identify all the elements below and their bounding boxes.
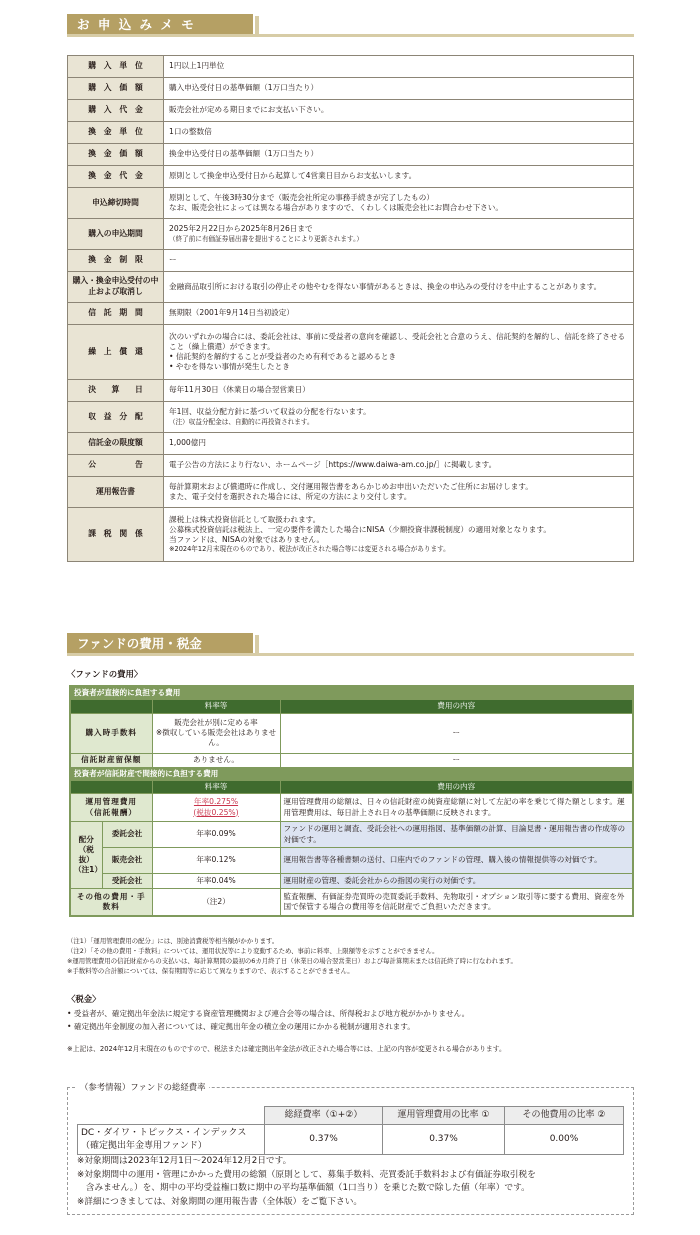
total-ratio-value: 0.37% — [265, 1125, 383, 1155]
retention-desc: ー — [280, 753, 633, 767]
row-value: 無期限（2001年9月14日当初設定） — [164, 303, 634, 325]
retention-label: 信託財産留保額 — [70, 753, 152, 767]
row-label: 信 託 期 間 — [68, 303, 164, 325]
header-blank — [70, 780, 152, 793]
table-row — [70, 874, 633, 889]
table-row — [78, 1125, 624, 1155]
row-value: 電子公告の方法により行ない、ホームページ［https://www.daiwa-am.co.jp/］に掲載します。 — [164, 455, 634, 477]
row-label: 繰 上 償 還 — [68, 325, 164, 380]
row-value: 課税上は株式投資信託として取扱われます。 公募株式投資信託は税法上、一定の要件を満たした場合にNISA（少額投資非課税制度）の適用対象となります。 当ファンドは、NISAの対象ではありません。 ※2024年12月末現在のものであり、税法が改正された場合等には変更される場合があります。 — [164, 508, 634, 562]
retention-rate: ありません。 — [152, 753, 280, 767]
row-label: 購 入 価 額 — [68, 78, 164, 100]
table-row — [68, 219, 634, 250]
alloc-desc: 運用報告書等各種書類の送付、口座内でのファンドの管理、購入後の情報提供等の対価です。 — [280, 848, 633, 874]
row-label: 申込締切時間 — [68, 188, 164, 219]
direct-fees-band: 投資者が直接的に負担する費用 — [70, 686, 633, 700]
alloc-rate: 年率0.12% — [152, 848, 280, 874]
row-value: 販売会社が定める期日までにお支払い下さい。 — [164, 100, 634, 122]
tax-list: • 受益者が、確定拠出年金法に規定する資産管理機関および連合会等の場合は、所得税および地方税がかかりません。 • 確定拠出年金制度の加入者については、確定拠出年金の積立金の運用にかかる税制が適用されます。 — [67, 1009, 470, 1032]
row-label: 購 入 単 位 — [68, 56, 164, 78]
row-value: 1,000億円 — [164, 433, 634, 455]
fee-footnotes: （注1）「運用管理費用の配分」には、別途消費税等相当額がかかります。 （注2）「その他の費用・手数料」については、運用状況等により変動するため、事前に料率、上限額等を示すことができません。 ※運用管理費用の信託財産からの支払いは、毎計算期間の最初の6カ月終了日（休業日の場合翌営業日）および毎計算期末または信託終了時に行なわれます。 ※手数料等の合計額については、保有期間等に応じて異なりますので、表示することができません。 — [67, 937, 517, 975]
table-row — [70, 889, 633, 916]
row-label: 換 金 単 位 — [68, 122, 164, 144]
table-row — [68, 100, 634, 122]
tax-heading: 〈税金〉 — [67, 994, 101, 1004]
col-rate-header: 料率等 — [152, 700, 280, 713]
row-label: 収 益 分 配 — [68, 402, 164, 433]
table-row — [68, 78, 634, 100]
mgmt-ratio-header: 運用管理費用の比率 ① — [383, 1107, 505, 1125]
row-label: 決 算 日 — [68, 380, 164, 402]
row-label: 公 告 — [68, 455, 164, 477]
col-desc-header: 費用の内容 — [280, 700, 633, 713]
other-fee-desc: 監査報酬、有価証券売買時の売買委託手数料、先物取引・オプション取引等に要する費用、資産を外国で保管する場合の費用等を信託財産でご負担いただきます。 — [280, 889, 633, 916]
expense-ratio-table — [77, 1106, 624, 1155]
row-label: 課 税 関 係 — [68, 508, 164, 562]
row-value: 換金申込受付日の基準価額（1万口当たり） — [164, 144, 634, 166]
mgmt-fee-rate: 年率0.275% (税抜0.25%) — [152, 794, 280, 822]
reference-note: ※対象期間は2023年12月1日〜2024年12月2日です。 — [77, 1156, 292, 1166]
table-row — [70, 700, 633, 713]
fees-section-title: ファンドの費用・税金 — [67, 633, 253, 655]
table-row — [70, 753, 633, 767]
table-row — [70, 780, 633, 793]
allocation-label: 配分（税抜）（注1） — [70, 822, 102, 889]
application-memo-table — [67, 55, 634, 562]
fund-fees-heading: 〈ファンドの費用〉 — [67, 669, 143, 679]
table-row — [68, 122, 634, 144]
fees-title-underline — [67, 653, 634, 656]
table-row — [68, 508, 634, 562]
alloc-name: 販売会社 — [102, 848, 152, 874]
table-row — [70, 713, 633, 753]
table-row — [68, 250, 634, 272]
row-label: 運用報告書 — [68, 477, 164, 508]
table-row — [70, 686, 633, 700]
row-value: 次のいずれかの場合には、委託会社は、事前に受益者の意向を確認し、受託会社と合意のうえ、信託契約を解約し、信託を終了させること（繰上償還）ができます。 • 信託契約を解約することが受益者のため有利であると認めるとき • やむを得ない事情が発生したとき — [164, 325, 634, 380]
reference-note: 含みません。）を、期中の平均受益権口数に期中の平均基準価額（1口当り）を乗じた数で除した値（年率）です。 — [77, 1183, 530, 1193]
table-row — [70, 794, 633, 822]
table-row — [68, 477, 634, 508]
row-label: 購入・換金申込受付の中止および取消し — [68, 272, 164, 303]
other-fee-rate: （注2） — [152, 889, 280, 916]
alloc-name: 受託会社 — [102, 874, 152, 889]
row-value: 1口の整数倍 — [164, 122, 634, 144]
row-value: 購入申込受付日の基準価額（1万口当たり） — [164, 78, 634, 100]
row-value: 2025年2月22日から2025年8月26日まで （終了前に有価証券届出書を提出することにより更新されます。） — [164, 219, 634, 250]
col-desc-header: 費用の内容 — [280, 780, 633, 793]
row-value: 1円以上1円単位 — [164, 56, 634, 78]
purchase-fee-label: 購入時手数料 — [70, 713, 152, 753]
row-label: 購 入 代 金 — [68, 100, 164, 122]
other-ratio-value: 0.00% — [505, 1125, 624, 1155]
fund-name: DC・ダイワ・トピックス・インデックス （確定拠出年金専用ファンド） — [78, 1125, 265, 1155]
reference-note: ※対象期間中の運用・管理にかかった費用の総額（原則として、募集手数料、売買委託手数料および有価証券取引税を — [77, 1170, 536, 1180]
mgmt-ratio-value: 0.37% — [383, 1125, 505, 1155]
alloc-desc: 運用財産の管理、委託会社からの指図の実行の対価です。 — [280, 874, 633, 889]
memo-title-underline — [67, 34, 634, 37]
total-ratio-header: 総経費率（①+②） — [265, 1107, 383, 1125]
reference-title: （参考情報）ファンドの総経費率 — [76, 1082, 209, 1093]
table-row — [68, 402, 634, 433]
table-row — [68, 303, 634, 325]
row-label: 購入の申込期間 — [68, 219, 164, 250]
purchase-fee-desc: ー — [280, 713, 633, 753]
table-row — [70, 822, 633, 848]
alloc-rate: 年率0.04% — [152, 874, 280, 889]
table-row — [78, 1107, 624, 1125]
other-ratio-header: その他費用の比率 ② — [505, 1107, 624, 1125]
row-value: ー — [164, 250, 634, 272]
title-decoration — [255, 635, 259, 653]
table-row — [68, 380, 634, 402]
purchase-fee-rate: 販売会社が別に定める率 ※徴収している販売会社はありません。 — [152, 713, 280, 753]
table-row — [68, 188, 634, 219]
row-value: 毎年11月30日（休業日の場合翌営業日） — [164, 380, 634, 402]
alloc-desc: ファンドの運用と調査、受託会社への運用指図、基準価額の計算、目論見書・運用報告書の作成等の対価です。 — [280, 822, 633, 848]
reference-note: ※詳細につきましては、対象期間の運用報告書（全体版）をご覧下さい。 — [77, 1197, 363, 1207]
header-blank — [78, 1107, 265, 1125]
table-row — [68, 325, 634, 380]
title-decoration — [255, 16, 259, 34]
row-label: 換 金 代 金 — [68, 166, 164, 188]
row-label: 信託金の限度額 — [68, 433, 164, 455]
table-row — [68, 56, 634, 78]
row-label: 換 金 価 額 — [68, 144, 164, 166]
alloc-rate: 年率0.09% — [152, 822, 280, 848]
col-rate-header: 料率等 — [152, 780, 280, 793]
table-row — [70, 848, 633, 874]
mgmt-fee-label: 運用管理費用 （信託報酬） — [70, 794, 152, 822]
row-value: 原則として換金申込受付日から起算して4営業日目からお支払いします。 — [164, 166, 634, 188]
memo-section-title: お 申 込 み メ モ — [67, 14, 253, 36]
table-row — [68, 433, 634, 455]
indirect-fees-band: 投資者が信託財産で間接的に負担する費用 — [70, 767, 633, 780]
mgmt-fee-desc: 運用管理費用の総額は、日々の信託財産の純資産総額に対して左記の率を乗じて得た額とします。運用管理費用は、毎日計上され日々の基準価額に反映されます。 — [280, 794, 633, 822]
header-blank — [70, 700, 152, 713]
row-value: 金融商品取引所における取引の停止その他やむを得ない事情があるときは、換金の申込みの受付けを中止することがあります。 — [164, 272, 634, 303]
fund-fees-table — [69, 685, 634, 917]
expense-ratio-reference-box — [67, 1082, 634, 1215]
alloc-name: 委託会社 — [102, 822, 152, 848]
other-fee-label: その他の費用・手数料 — [70, 889, 152, 916]
row-label: 換 金 制 限 — [68, 250, 164, 272]
table-row — [68, 166, 634, 188]
table-row — [68, 144, 634, 166]
table-row — [68, 455, 634, 477]
row-value: 年1回、収益分配方針に基づいて収益の分配を行ないます。 （注）収益分配金は、自動的に再投資されます。 — [164, 402, 634, 433]
tax-note: ※上記は、2024年12月末現在のものですので、税法または確定拠出年金法が改正された場合等には、上記の内容が変更される場合があります。 — [67, 1045, 506, 1053]
row-value: 原則として、午後3時30分まで（販売会社所定の事務手続きが完了したもの） なお、販売会社によっては異なる場合がありますので、くわしくは販売会社にお問合わせ下さい。 — [164, 188, 634, 219]
bullet-list: • 信託契約を解約することが受益者のため有利であると認めるとき • やむを得ない事情が発生したとき — [169, 352, 628, 373]
table-row — [70, 767, 633, 780]
table-row — [68, 272, 634, 303]
row-value: 毎計算期末および償還時に作成し、交付運用報告書をあらかじめお申出いただいたご住所にお届けします。 また、電子交付を選択された場合には、所定の方法により交付します。 — [164, 477, 634, 508]
